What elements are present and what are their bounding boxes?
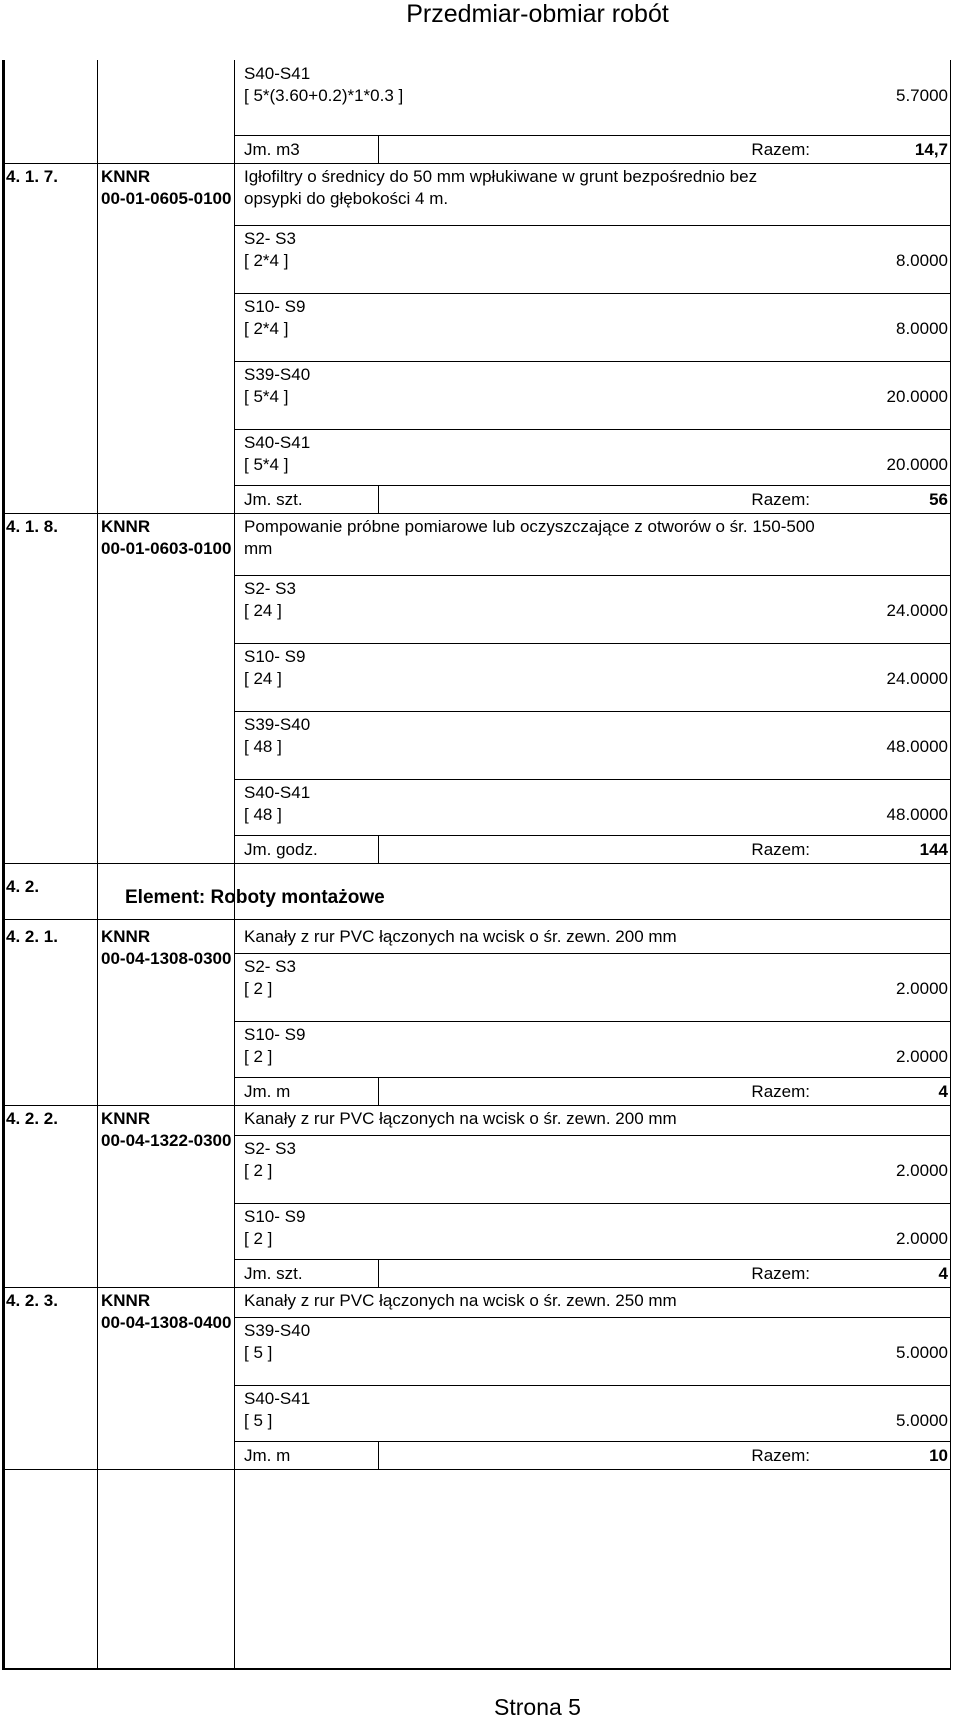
- measure-inner-divider: [234, 1135, 235, 1191]
- measure-top-line: [234, 1135, 950, 1136]
- unit-divider: [378, 1077, 379, 1105]
- measure-inner-divider: [234, 1203, 235, 1259]
- unit-row-top-line: [234, 135, 950, 136]
- unit-label: Jm. m: [244, 1082, 291, 1101]
- measure-top-line: [234, 1317, 950, 1318]
- measure-formula: [ 48 ]: [244, 737, 282, 756]
- unit-label: Jm. szt.: [244, 1264, 303, 1283]
- measure-formula: [ 5 ]: [244, 1343, 273, 1362]
- unit-row-bottom-line: [2, 1469, 951, 1470]
- measure-label: S2- S3: [244, 229, 296, 248]
- item-code-type: KNNR: [101, 167, 151, 186]
- unit-row-top-line: [234, 1259, 950, 1260]
- item-code-type: KNNR: [101, 517, 151, 536]
- measure-label: S10- S9: [244, 297, 306, 316]
- measure-top-line: [234, 1385, 950, 1386]
- item-description: mm: [244, 539, 273, 558]
- measure-formula: [ 5*(3.60+0.2)*1*0.3 ]: [244, 86, 404, 105]
- page-number: Strona 5: [494, 1694, 581, 1720]
- measure-top-line: [234, 293, 950, 294]
- razem-label: Razem:: [751, 840, 810, 859]
- item-total: 4: [938, 1264, 948, 1283]
- measure-top-line: [234, 953, 950, 954]
- element-number: 4. 2.: [6, 877, 40, 896]
- item-description: opsypki do głębokości 4 m.: [244, 189, 449, 208]
- item-code: 00-04-1322-0300: [101, 1131, 232, 1150]
- measure-inner-divider: [234, 1317, 235, 1373]
- unit-divider: [378, 485, 379, 513]
- item-total: 14,7: [914, 140, 948, 159]
- item-code-type: KNNR: [101, 1109, 151, 1128]
- item-number: 4. 1. 7.: [6, 167, 58, 186]
- measure-label: S10- S9: [244, 1207, 306, 1226]
- measure-value: 24.0000: [886, 601, 948, 620]
- measure-top-line: [234, 429, 950, 430]
- measure-label: S40-S41: [244, 433, 311, 452]
- measure-label: S39-S40: [244, 715, 311, 734]
- unit-divider: [378, 835, 379, 863]
- measure-top-line: [234, 1021, 950, 1022]
- measure-value: 2.0000: [896, 1047, 948, 1066]
- measure-value: 5.7000: [896, 86, 948, 105]
- measure-inner-divider: [234, 1021, 235, 1077]
- item-description: Pompowanie próbne pomiarowe lub oczyszczające z otworów o śr. 150-500: [244, 517, 815, 536]
- measure-formula: [ 2*4 ]: [244, 251, 289, 270]
- measure-value: 5.0000: [896, 1411, 948, 1430]
- unit-divider: [378, 1259, 379, 1287]
- measure-label: S40-S41: [244, 783, 311, 802]
- measure-value: 2.0000: [896, 1229, 948, 1248]
- element-bottom-line: [2, 919, 951, 920]
- unit-label: Jm. m3: [244, 140, 300, 159]
- column-divider-nr: [97, 60, 98, 1670]
- measure-label: S2- S3: [244, 1139, 296, 1158]
- item-total: 144: [919, 840, 948, 859]
- item-code-type: KNNR: [101, 1291, 151, 1310]
- item-description: Kanały z rur PVC łączonych na wcisk o śr. zewn. 200 mm: [244, 927, 677, 946]
- item-number: 4. 1. 8.: [6, 517, 58, 536]
- table-left-border: [2, 60, 5, 1670]
- item-code-type: KNNR: [101, 927, 151, 946]
- unit-label: Jm. szt.: [244, 490, 303, 509]
- measure-inner-divider: [234, 779, 235, 835]
- item-number: 4. 2. 2.: [6, 1109, 58, 1128]
- measure-formula: [ 2 ]: [244, 979, 273, 998]
- razem-label: Razem:: [751, 1446, 810, 1465]
- item-total: 56: [929, 490, 948, 509]
- unit-row-bottom-line: [2, 163, 951, 164]
- measure-formula: [ 5*4 ]: [244, 387, 289, 406]
- measure-value: 2.0000: [896, 979, 948, 998]
- measure-inner-divider: [234, 711, 235, 767]
- unit-row-bottom-line: [2, 1287, 951, 1288]
- measure-top-line: [234, 711, 950, 712]
- table-bottom-border: [2, 1668, 951, 1670]
- item-code: 00-01-0603-0100: [101, 539, 232, 558]
- item-description: Kanały z rur PVC łączonych na wcisk o śr. zewn. 200 mm: [244, 1109, 677, 1128]
- measure-label: S39-S40: [244, 365, 311, 384]
- razem-label: Razem:: [751, 140, 810, 159]
- measure-top-line: [234, 779, 950, 780]
- item-description: Kanały z rur PVC łączonych na wcisk o śr. zewn. 250 mm: [244, 1291, 677, 1310]
- measure-formula: [ 24 ]: [244, 601, 282, 620]
- measure-top-line: [234, 575, 950, 576]
- measure-inner-divider: [234, 953, 235, 1009]
- measure-top-line: [234, 225, 950, 226]
- measure-formula: [ 2 ]: [244, 1229, 273, 1248]
- measure-formula: [ 24 ]: [244, 669, 282, 688]
- measure-inner-divider: [234, 1385, 235, 1441]
- razem-label: Razem:: [751, 1264, 810, 1283]
- unit-row-top-line: [234, 1077, 950, 1078]
- measure-top-line: [234, 361, 950, 362]
- element-title: Element: Roboty montażowe: [125, 887, 385, 908]
- razem-label: Razem:: [751, 1082, 810, 1101]
- item-total: 4: [938, 1082, 948, 1101]
- measure-label: S10- S9: [244, 647, 306, 666]
- measure-inner-divider: [234, 293, 235, 349]
- item-code: 00-04-1308-0300: [101, 949, 232, 968]
- measure-value: 8.0000: [896, 251, 948, 270]
- razem-label: Razem:: [751, 490, 810, 509]
- table-right-border: [950, 60, 951, 1670]
- unit-row-bottom-line: [2, 863, 951, 864]
- measure-label: S10- S9: [244, 1025, 306, 1044]
- item-code: 00-04-1308-0400: [101, 1313, 232, 1332]
- unit-divider: [378, 1441, 379, 1469]
- measure-inner-divider: [234, 361, 235, 417]
- measure-formula: [ 2*4 ]: [244, 319, 289, 338]
- measure-label: S2- S3: [244, 957, 296, 976]
- unit-row-top-line: [234, 835, 950, 836]
- unit-row-bottom-line: [2, 513, 951, 514]
- unit-row-bottom-line: [2, 1105, 951, 1106]
- measure-value: 8.0000: [896, 319, 948, 338]
- measure-value: 24.0000: [886, 669, 948, 688]
- measure-value: 48.0000: [886, 805, 948, 824]
- measure-formula: [ 5 ]: [244, 1411, 273, 1430]
- measure-top-line: [234, 1203, 950, 1204]
- measure-inner-divider: [234, 643, 235, 699]
- measure-inner-divider: [234, 429, 235, 485]
- measure-formula: [ 5*4 ]: [244, 455, 289, 474]
- measure-value: 20.0000: [886, 455, 948, 474]
- measure-value: 5.0000: [896, 1343, 948, 1362]
- measure-label: S40-S41: [244, 1389, 311, 1408]
- item-number: 4. 2. 3.: [6, 1291, 58, 1310]
- unit-row-top-line: [234, 1441, 950, 1442]
- item-total: 10: [929, 1446, 948, 1465]
- unit-label: Jm. m: [244, 1446, 291, 1465]
- item-number: 4. 2. 1.: [6, 927, 58, 946]
- measure-inner-divider: [234, 575, 235, 631]
- measure-formula: [ 2 ]: [244, 1161, 273, 1180]
- measure-formula: [ 48 ]: [244, 805, 282, 824]
- measure-label: S39-S40: [244, 1321, 311, 1340]
- item-code: 00-01-0605-0100: [101, 189, 232, 208]
- measure-value: 2.0000: [896, 1161, 948, 1180]
- measure-formula: [ 2 ]: [244, 1047, 273, 1066]
- unit-label: Jm. godz.: [244, 840, 318, 859]
- page-title: Przedmiar-obmiar robót: [406, 0, 669, 28]
- measure-value: 48.0000: [886, 737, 948, 756]
- item-description: Igłofiltry o średnicy do 50 mm wpłukiwane w grunt bezpośrednio bez: [244, 167, 758, 186]
- measure-label: S40-S41: [244, 64, 311, 83]
- measure-value: 20.0000: [886, 387, 948, 406]
- unit-row-top-line: [234, 485, 950, 486]
- measure-top-line: [234, 643, 950, 644]
- measure-label: S2- S3: [244, 579, 296, 598]
- measure-inner-divider: [234, 225, 235, 281]
- unit-divider: [378, 135, 379, 163]
